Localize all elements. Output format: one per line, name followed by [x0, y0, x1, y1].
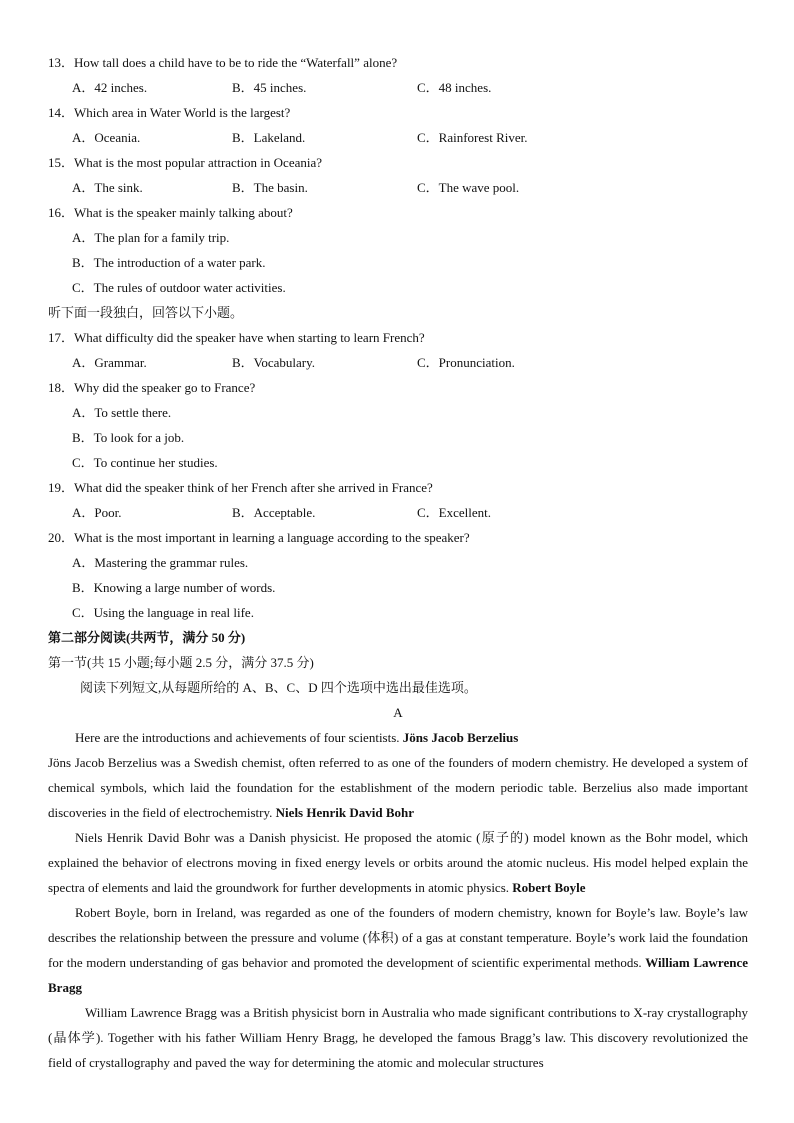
option-c: C．48 inches. [417, 80, 492, 95]
passage-paragraph-bohr [48, 825, 748, 900]
question-text: What is the most important in learning a language according to the speaker? [74, 530, 470, 545]
options-17 [48, 350, 748, 375]
part2-title: 第二部分阅读(共两节，满分 50 分) [48, 630, 246, 645]
question-text: What difficulty did the speaker have when starting to learn French? [74, 330, 425, 345]
monologue-instruction: 听下面一段独白，回答以下小题。 [48, 305, 244, 320]
option-b: B．Knowing a large number of words. [72, 580, 276, 595]
passage-label: A [393, 705, 403, 720]
option-a: A．The sink. [72, 180, 143, 195]
question-19 [48, 475, 748, 500]
question-20 [48, 525, 748, 550]
options-13 [48, 75, 748, 100]
question-number: 15． [48, 155, 75, 170]
option-b: B．Lakeland. [232, 130, 306, 145]
option-b: B．The introduction of a water park. [72, 255, 266, 270]
option-b: B．45 inches. [232, 80, 307, 95]
question-number: 16． [48, 205, 75, 220]
option-c: C．Pronunciation. [417, 355, 515, 370]
scientist-heading-bragg: William Lawrence Bragg [48, 955, 748, 995]
option-a: A．Mastering the grammar rules. [72, 555, 249, 570]
option-c: C．To continue her studies. [72, 455, 218, 470]
question-18 [48, 375, 748, 400]
option-c: C．The wave pool. [417, 180, 520, 195]
question-text: What is the most popular attraction in Oceania? [74, 155, 323, 170]
option-b: B．To look for a job. [72, 430, 185, 445]
paragraph-text: William Lawrence Bragg was a British physicist born in Australia who made significant contributions to X-ray crystallography (晶体学). Together with his father William Henry Bragg, he developed the famous Bragg’s law. This discovery revolutionized the field of crystallography and paved the way for determining the atomic and molecular structures [48, 1005, 748, 1070]
paragraph-text: Jöns Jacob Berzelius was a Swedish chemist, often referred to as one of the founders of modern chemistry. He developed a system of chemical symbols, which laid the foundation for the establishment of the modern periodic table. Berzelius also made important discoveries in the field of electrochemistry. [48, 755, 748, 820]
option-c: C．The rules of outdoor water activities. [72, 280, 286, 295]
scientist-heading-boyle: Robert Boyle [512, 880, 586, 895]
option-c: C．Rainforest River. [417, 130, 528, 145]
scientist-heading-berzelius: Jöns Jacob Berzelius [402, 730, 519, 745]
options-15 [48, 175, 748, 200]
question-13 [48, 50, 748, 75]
options-19 [48, 500, 748, 525]
question-number: 20． [48, 530, 75, 545]
question-16 [48, 200, 748, 225]
question-number: 13． [48, 55, 75, 70]
scientist-heading-bohr: Niels Henrik David Bohr [275, 805, 414, 820]
option-a: A．Grammar. [72, 355, 147, 370]
question-number: 19． [48, 480, 75, 495]
question-number: 18． [48, 380, 75, 395]
option-a: A．To settle there. [72, 405, 172, 420]
section1-title: 第一节(共 15 小题;每小题 2.5 分，满分 37.5 分) [48, 655, 314, 670]
question-text: Why did the speaker go to France? [74, 380, 256, 395]
option-a: A．Oceania. [72, 130, 141, 145]
question-text: Which area in Water World is the largest? [74, 105, 291, 120]
passage-paragraph-berzelius [48, 750, 748, 825]
paragraph-text: Robert Boyle, born in Ireland, was regarded as one of the founders of modern chemistry, known for Boyle’s law. Boyle’s law describes the relationship between the pressure and volume (体积) of a gas at constant temperature. Boyle’s work laid the foundation for the modern understanding of gas behavior and promoted the development of scientific experimental methods. [48, 905, 748, 970]
question-text: How tall does a child have to be to ride the “Waterfall” alone? [74, 55, 398, 70]
question-17 [48, 325, 748, 350]
question-number: 14． [48, 105, 75, 120]
paragraph-text: Niels Henrik David Bohr was a Danish physicist. He proposed the atomic (原子的) model known as the Bohr model, which explained the behavior of electrons moving in fixed energy levels or orbits around the atomic nucleus. His model helped explain the spectra of elements and laid the groundwork for further developments in atomic physics. [48, 830, 748, 895]
option-c: C．Excellent. [417, 505, 492, 520]
question-text: What did the speaker think of her French after she arrived in France? [74, 480, 433, 495]
question-text: What is the speaker mainly talking about? [74, 205, 293, 220]
option-b: B．The basin. [232, 180, 308, 195]
exam-page [48, 50, 748, 1075]
intro-text: Here are the introductions and achievements of four scientists. [75, 730, 403, 745]
option-a: A．The plan for a family trip. [72, 230, 230, 245]
passage-intro [48, 725, 748, 750]
option-b: B．Vocabulary. [232, 355, 316, 370]
option-b: B．Acceptable. [232, 505, 316, 520]
passage-paragraph-bragg [48, 1000, 748, 1075]
option-a: A．Poor. [72, 505, 122, 520]
question-14 [48, 100, 748, 125]
option-a: A．42 inches. [72, 80, 148, 95]
question-number: 17． [48, 330, 75, 345]
passage-paragraph-boyle [48, 900, 748, 1000]
option-c: C．Using the language in real life. [72, 605, 254, 620]
options-14 [48, 125, 748, 150]
section1-instruction: 阅读下列短文,从每题所给的 A、B、C、D 四个选项中选出最佳选项。 [80, 680, 477, 695]
question-15 [48, 150, 748, 175]
